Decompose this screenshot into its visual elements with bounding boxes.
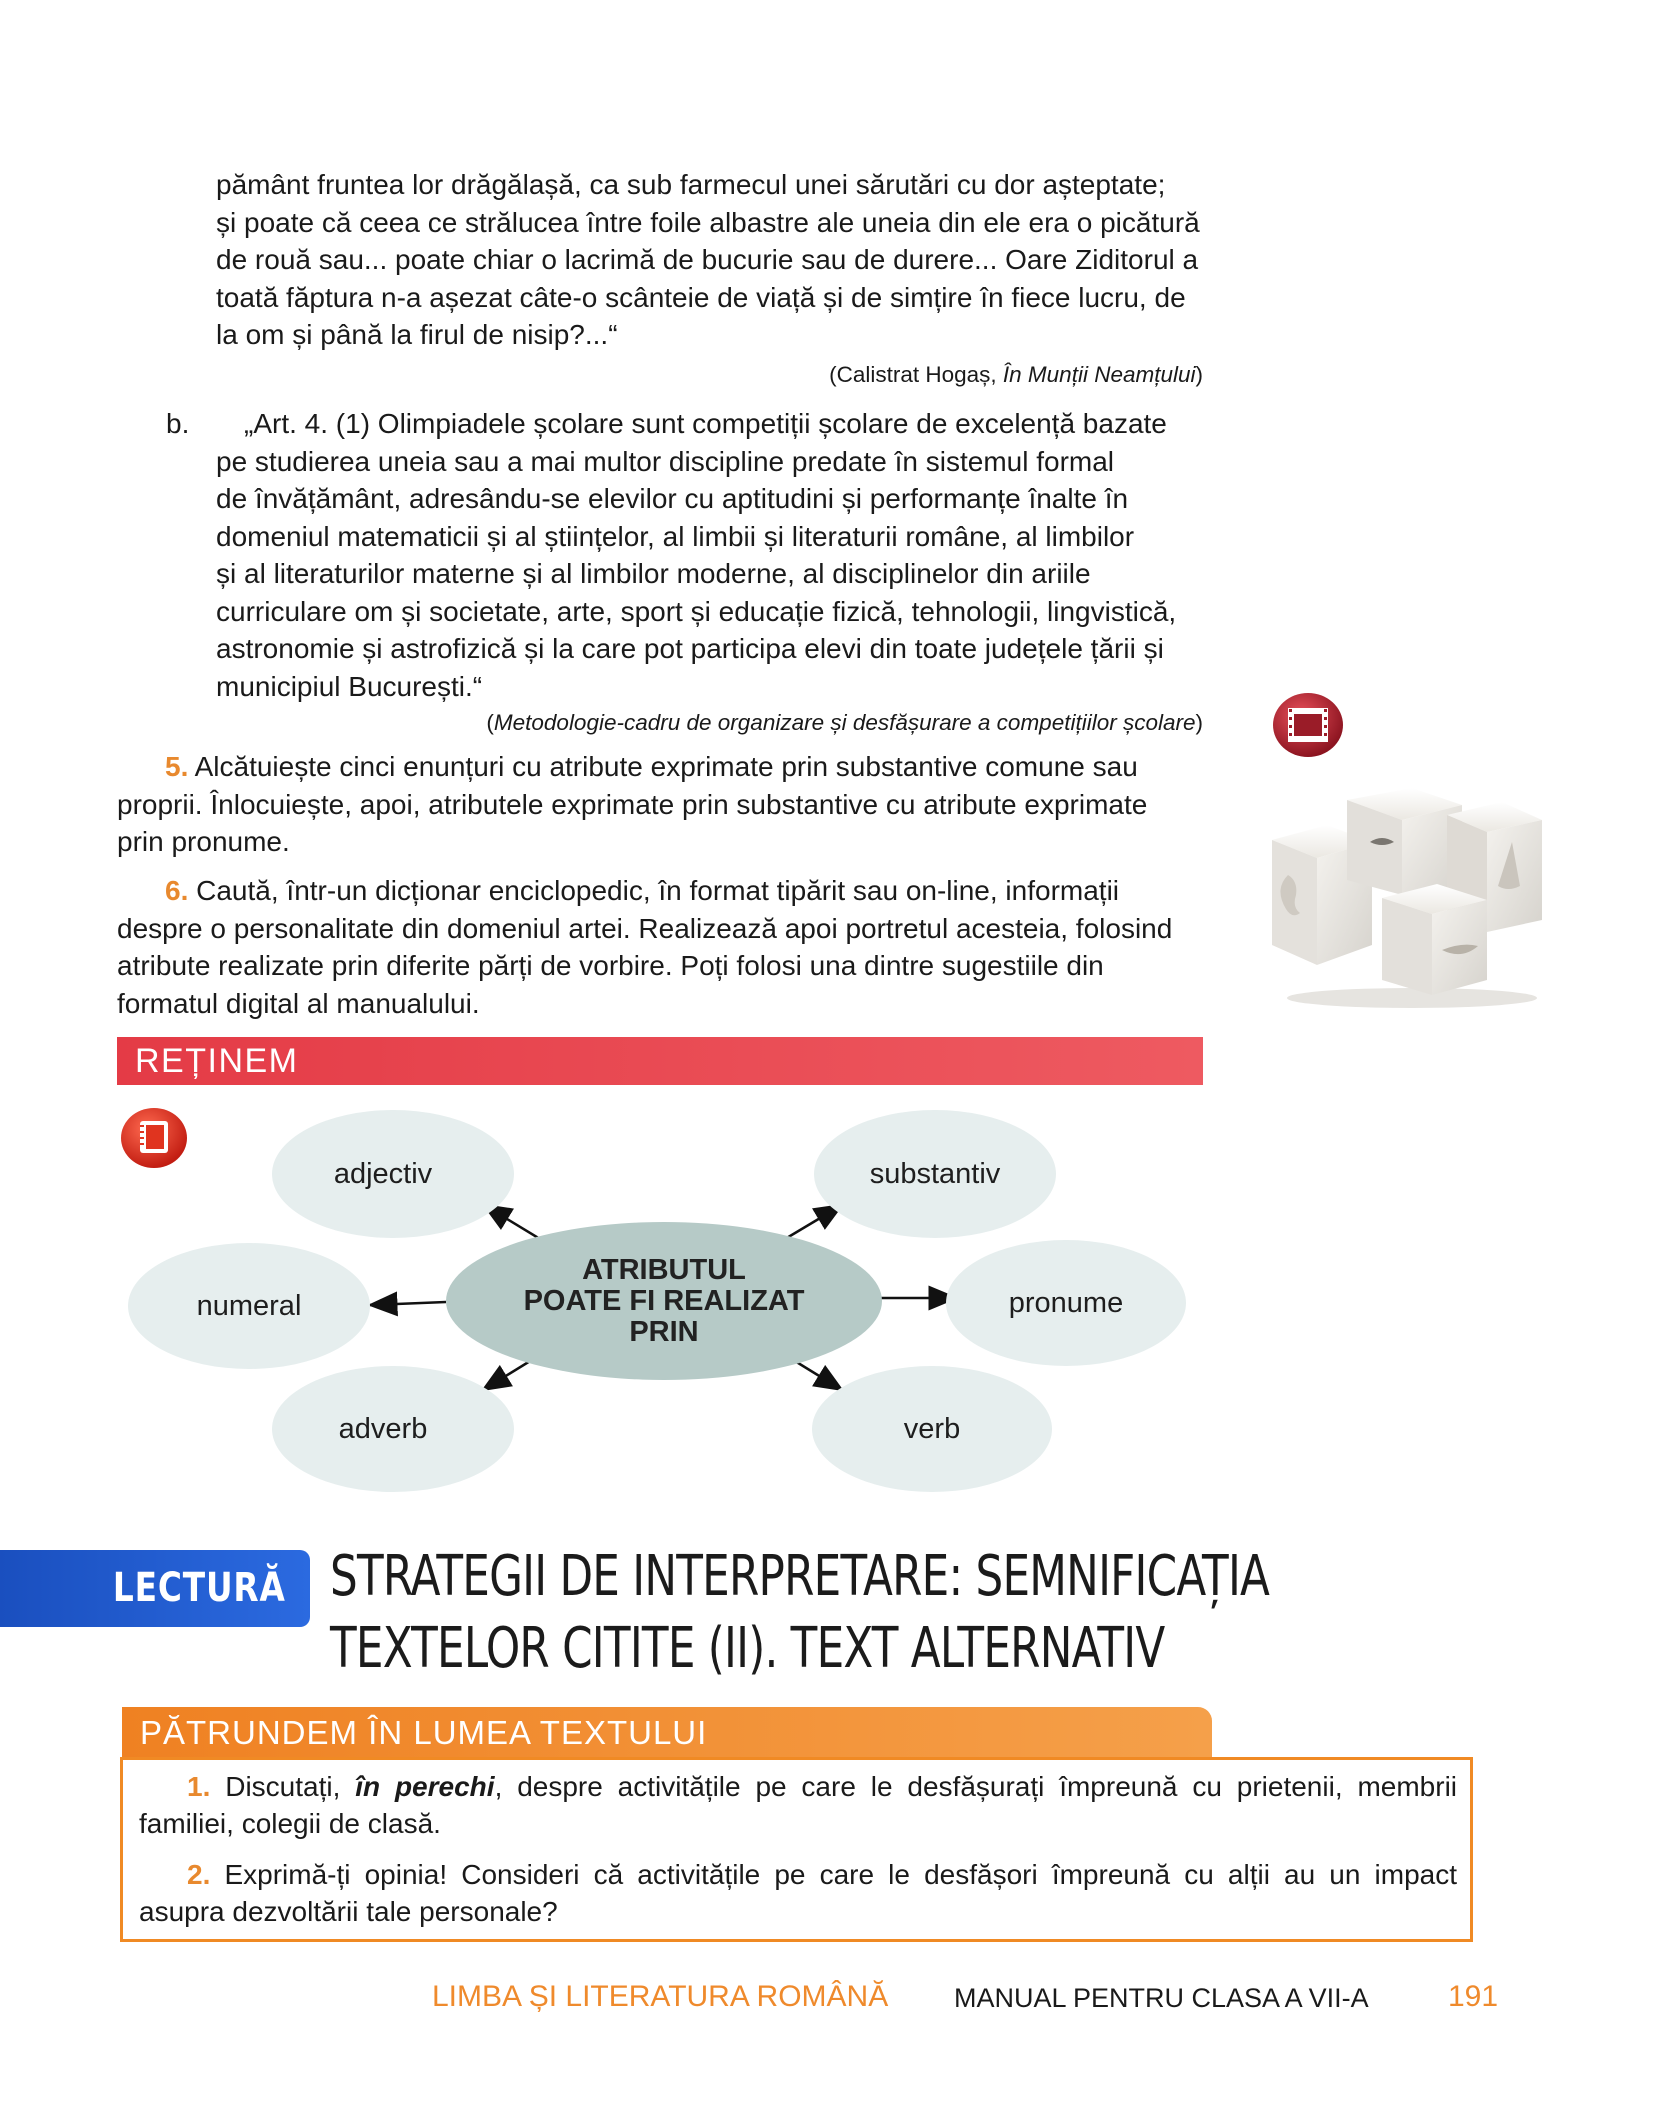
- text-a-line: și poate că ceea ce strălucea între foile albastre ale uneia din ele era o picătură: [216, 206, 1200, 238]
- exercise-number: 5.: [165, 751, 189, 782]
- question-1-line-2: familiei, colegii de clasă.: [139, 1808, 441, 1839]
- text-a-line: la om și până la firul de nisip?...“: [216, 319, 618, 350]
- lectura-title-line-2: TEXTELOR CITITE (II). TEXT ALTERNATIV: [330, 1616, 1165, 1681]
- page-number: 191: [1448, 1980, 1499, 2013]
- diagram-center: ATRIBUTUL POATE FI REALIZAT PRIN: [446, 1222, 882, 1380]
- exercise-line: prin pronume.: [117, 826, 290, 857]
- text-a-line: toată făptura n-a așezat câte-o scânteie de viață și de simțire în fiece lucru, de: [216, 281, 1186, 313]
- question-2-line-1: 2. Exprimă-ți opinia! Consideri că activitățile pe care le desfășori împreună cu alții au un impact: [187, 1859, 1458, 1890]
- question-number: 1.: [187, 1771, 211, 1802]
- diagram-node-adjectiv: adjectiv: [272, 1110, 514, 1238]
- text-a-line: pământ fruntea lor drăgălașă, ca sub farmecul unei sărutări cu dor așteptate;: [216, 169, 1166, 200]
- text-b-source: (Metodologie-cadru de organizare și desfășurare a competițiilor școlare): [486, 710, 1203, 735]
- diagram-node-numeral: numeral: [128, 1243, 370, 1369]
- patrundem-bar: PĂTRUNDEM ÎN LUMEA TEXTULUI: [122, 1707, 1212, 1757]
- text-b-line: „Art. 4. (1) Olimpiadele școlare sunt competiții școlare de excelență bazate: [244, 408, 1167, 439]
- lectura-label: LECTURĂ: [113, 1565, 286, 1611]
- exercise-number: 6.: [165, 875, 189, 906]
- lectura-tab: [0, 1550, 310, 1627]
- diagram-node-pronume: pronume: [946, 1240, 1186, 1366]
- text-b-line: curriculare om și societate, arte, sport și educație fizică, tehnologii, lingvistică,: [216, 595, 1177, 627]
- arrow-to-adverb: [483, 1358, 535, 1390]
- text-b-line: domeniul matematicii și al științelor, al limbii și literaturii române, al limbilor: [216, 520, 1135, 552]
- exercise-line: proprii. Înlocuiește, apoi, atributele exprimate prin substantive cu atribute exprimate: [117, 788, 1148, 820]
- exercise-line: 5. Alcătuiește cinci enunțuri cu atribute exprimate prin substantive comune sau: [165, 751, 1138, 782]
- question-2-line-2: asupra dezvoltării tale personale?: [139, 1896, 558, 1927]
- source-title: Metodologie-cadru de organizare și desfășurare a competițiilor școlare: [493, 710, 1196, 735]
- footer-manual: MANUAL PENTRU CLASA A VII-A: [954, 1983, 1369, 2013]
- exercise-line: despre o personalitate din domeniul artei. Realizează apoi portretul acesteia, folosind: [117, 912, 1173, 944]
- question-1-line-1: 1. Discutați, în perechi, despre activitățile pe care le desfășurați împreună cu prietenii, membrii: [187, 1771, 1458, 1802]
- diagram-node-verb: verb: [812, 1366, 1052, 1492]
- text-b-line: municipiul București.“: [216, 670, 483, 702]
- patrundem-box: [120, 1757, 1473, 1942]
- diagram-node-adverb: adverb: [272, 1366, 514, 1492]
- source-title: În Munții Neamțului: [1002, 362, 1196, 387]
- text-a-line: de rouă sau... poate chiar o lacrimă de bucurie sau de durere... Oare Ziditorul a: [216, 244, 1199, 275]
- text-b-line: de învățământ, adresându-se elevilor cu aptitudini și performanțe înalte în: [216, 483, 1129, 514]
- emphasis: în perechi: [355, 1771, 495, 1802]
- exercise-line: formatul digital al manualului.: [117, 987, 480, 1019]
- footer-subject: LIMBA ȘI LITERATURA ROMÂNĂ: [432, 1980, 889, 2013]
- text-a-source: (Calistrat Hogaș, În Munții Neamțului): [829, 362, 1203, 387]
- text-b-line: pe studierea uneia sau a mai multor discipline predate în sistemul formal: [216, 445, 1115, 477]
- retinem-bar: REȚINEM: [117, 1037, 1203, 1085]
- arrow-to-numeral: [370, 1302, 446, 1305]
- text-b-line: și al literaturilor materne și al limbilor moderne, al disciplinelor din ariile: [216, 558, 1091, 589]
- lectura-title-line-1: STRATEGII DE INTERPRETARE: SEMNIFICAȚIA: [330, 1544, 1270, 1609]
- text-b-line: astronomie și astrofizică și la care pot participa elevi din toate județele țării și: [216, 633, 1164, 664]
- exercise-line: 6. Caută, într-un dicționar enciclopedic, în format tipărit sau on-line, informații: [165, 875, 1120, 906]
- diagram-node-substantiv: substantiv: [814, 1110, 1056, 1238]
- text-b-marker: b.: [166, 408, 190, 439]
- exercise-line: atribute realizate prin diferite părți de vorbire. Poți folosi una dintre sugestiile din: [117, 950, 1104, 981]
- question-number: 2.: [187, 1859, 211, 1890]
